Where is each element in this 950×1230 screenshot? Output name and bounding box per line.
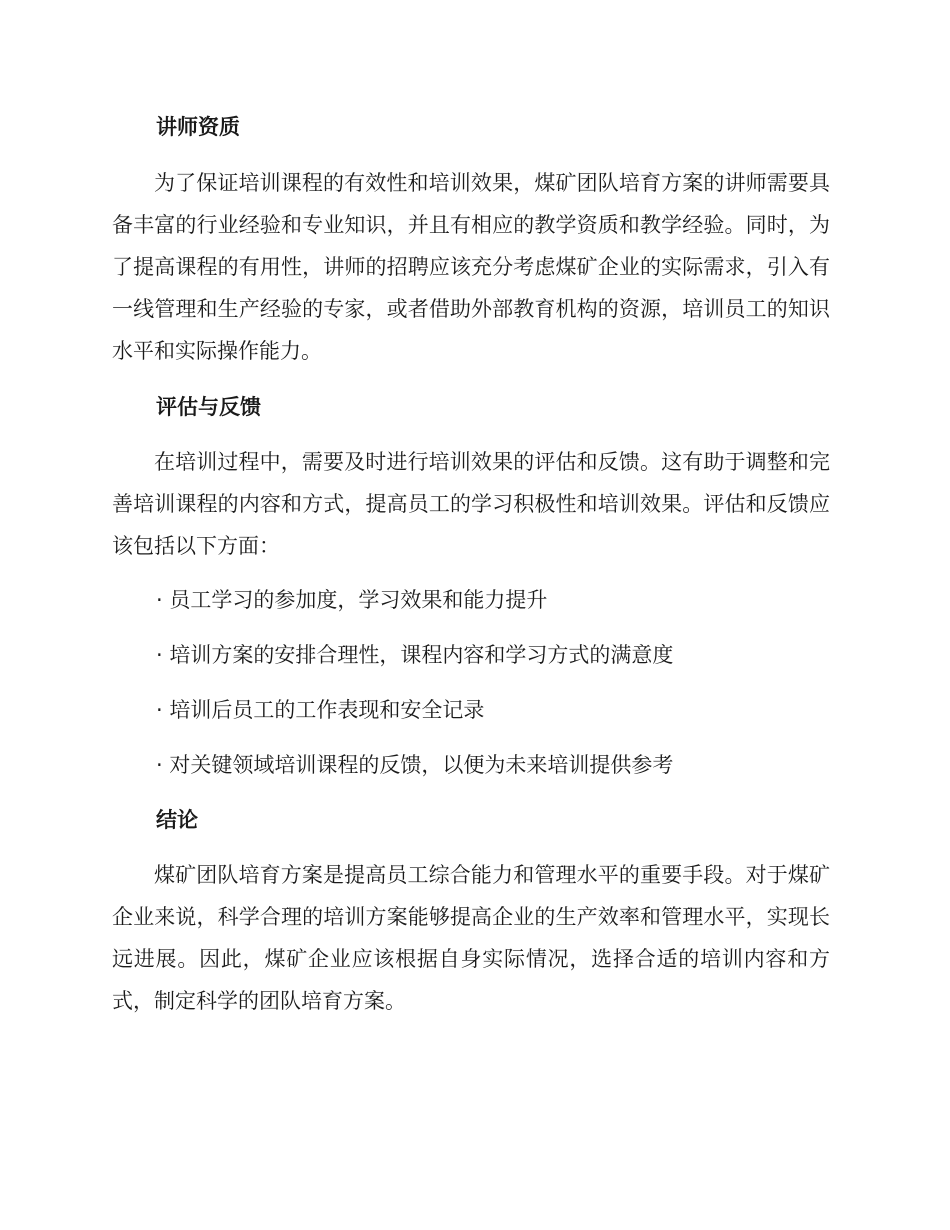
section-paragraph-conclusion: 煤矿团队培育方案是提高员工综合能力和管理水平的重要手段。对于煤矿企业来说，科学合理的培训方案能够提高企业的生产效率和管理水平，实现长远进展。因此，煤矿企业应该根据自身实际情况，选择合适的培训内容和方式，制定科学的团队培育方案。 xyxy=(112,863,830,1013)
section-heading-evaluation-feedback: 评估与反馈 xyxy=(156,395,261,419)
list-item: · 对关键领域培训课程的反馈，以便为未来培训提供参考 xyxy=(156,753,674,777)
list-item: · 培训方案的安排合理性，课程内容和学习方式的满意度 xyxy=(156,643,674,667)
section-paragraph-evaluation-feedback: 在培训过程中，需要及时进行培训效果的评估和反馈。这有助于调整和完善培训课程的内容和方式，提高员工的学习积极性和培训效果。评估和反馈应该包括以下方面： xyxy=(112,450,830,558)
list-item: · 员工学习的参加度，学习效果和能力提升 xyxy=(156,588,548,612)
section-heading-conclusion: 结论 xyxy=(156,808,198,832)
section-heading-instructor-qualifications: 讲师资质 xyxy=(156,115,240,139)
section-paragraph-instructor-qualifications: 为了保证培训课程的有效性和培训效果，煤矿团队培育方案的讲师需要具备丰富的行业经验和专业知识，并且有相应的教学资质和教学经验。同时，为了提高课程的有用性，讲师的招聘应该充分考虑煤矿企业的实际需求，引入有一线管理和生产经验的专家，或者借助外部教育机构的资源，培训员工的知识水平和实际操作能力。 xyxy=(112,171,830,363)
list-item: · 培训后员工的工作表现和安全记录 xyxy=(156,698,485,722)
